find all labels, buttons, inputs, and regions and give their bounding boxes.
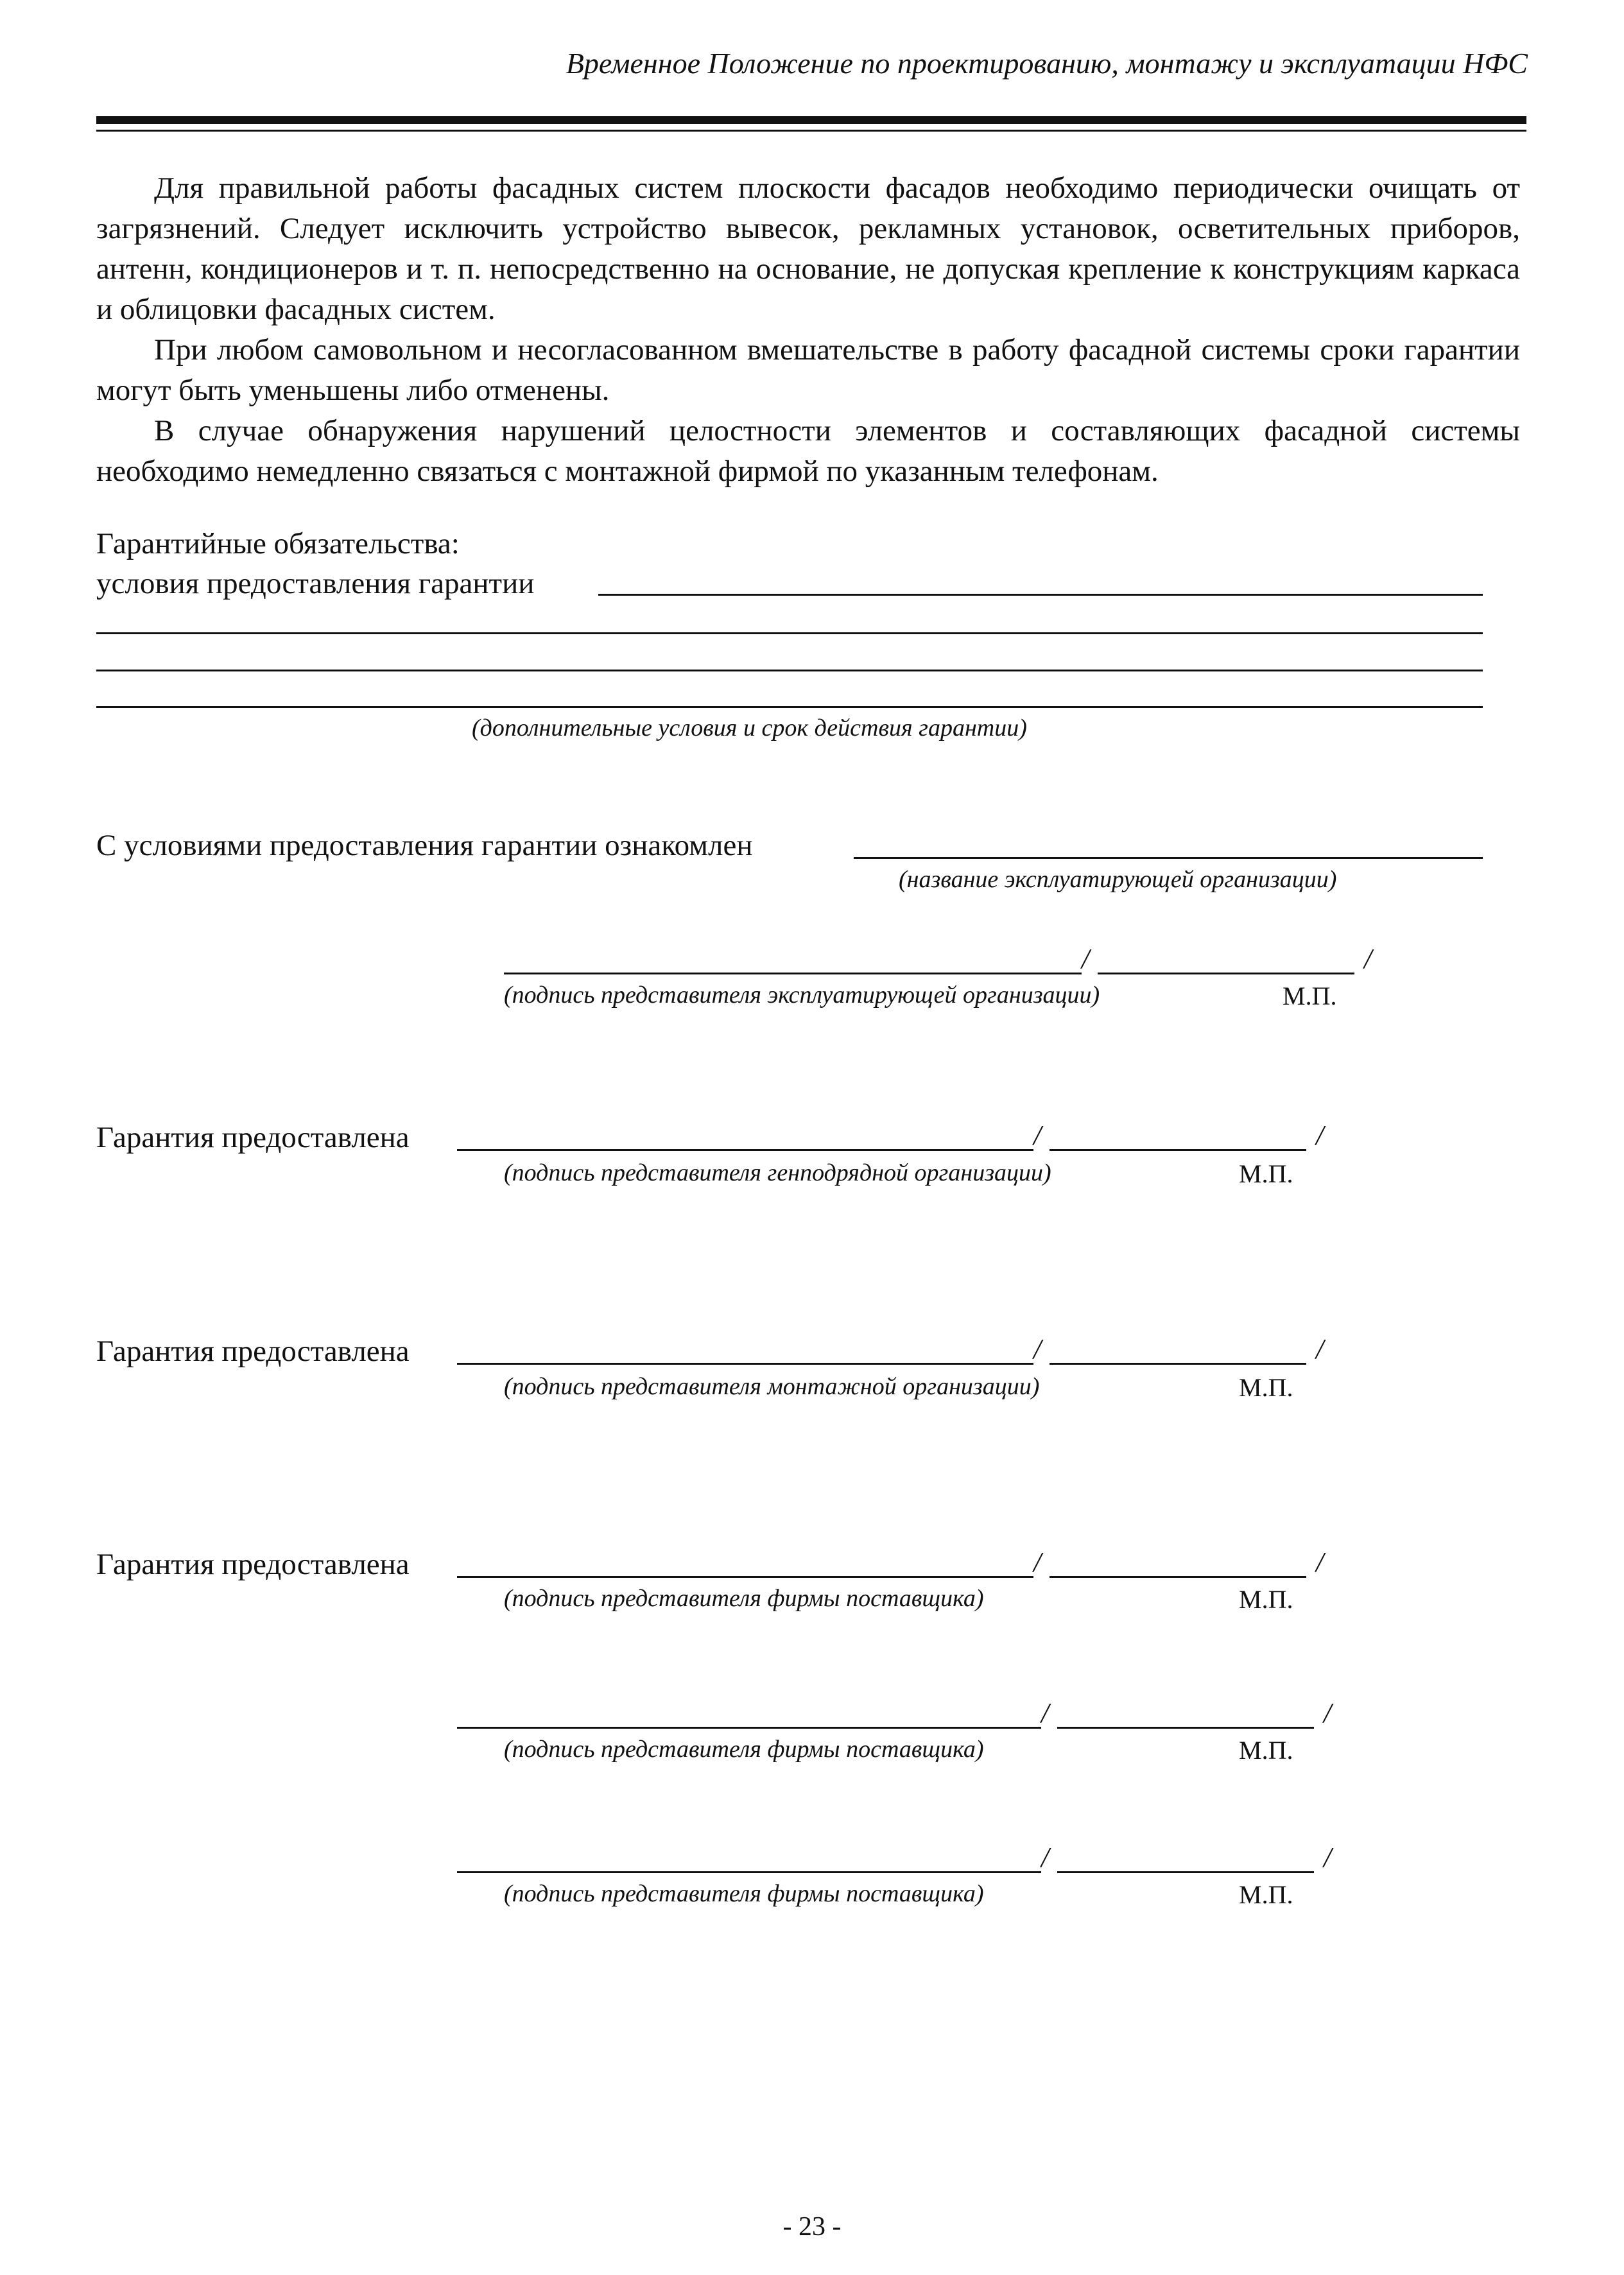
supplier-3-signature-line[interactable] <box>457 1871 1041 1873</box>
operating-org-signature-caption: (подпись представителя эксплуатирующей организации) <box>504 982 1100 1008</box>
page-number: - 23 - <box>782 2212 842 2242</box>
signature-slash: / <box>1324 1842 1332 1873</box>
supplier-3-name-line[interactable] <box>1057 1871 1314 1873</box>
general-contractor-caption: (подпись представителя генподрядной организации) <box>504 1159 1051 1186</box>
supplier-2-signature-line[interactable] <box>457 1727 1041 1729</box>
installer-label: Гарантия предоставлена <box>96 1335 410 1368</box>
warranty-conditions-line-4[interactable] <box>96 706 1483 708</box>
signature-slash: / <box>1041 1697 1050 1729</box>
operating-org-signature-line[interactable] <box>504 973 1082 974</box>
signature-slash: / <box>1316 1333 1324 1365</box>
warranty-conditions-label: условия предоставления гарантии <box>96 567 535 600</box>
signature-slash: / <box>1324 1697 1332 1729</box>
stamp-placeholder: М.П. <box>1239 1736 1293 1765</box>
installer-signature-line[interactable] <box>457 1363 1033 1365</box>
stamp-placeholder: М.П. <box>1239 1585 1293 1614</box>
installer-caption: (подпись представителя монтажной организации) <box>504 1373 1040 1400</box>
page-header: Временное Положение по проектированию, монтажу и эксплуатации НФС <box>566 47 1528 80</box>
signature-slash: / <box>1364 943 1372 974</box>
supplier-label: Гарантия предоставлена <box>96 1548 410 1581</box>
general-contractor-signature-line[interactable] <box>457 1149 1033 1151</box>
signature-slash: / <box>1316 1120 1324 1151</box>
paragraph-damage: В случае обнаружения нарушений целостности элементов и составляющих фасадной системы необходимо немедленно связаться с монтажной фирмой по указанным телефонам. <box>96 414 1520 488</box>
warranty-conditions-line-2[interactable] <box>96 632 1483 634</box>
supplier-3-caption: (подпись представителя фирмы поставщика) <box>504 1880 984 1907</box>
stamp-placeholder: М.П. <box>1239 1159 1293 1188</box>
warranty-heading: Гарантийные обязательства: <box>96 527 460 560</box>
warranty-conditions-line-3[interactable] <box>96 670 1483 671</box>
general-contractor-label: Гарантия предоставлена <box>96 1121 410 1154</box>
signature-slash: / <box>1033 1120 1042 1151</box>
signature-slash: / <box>1033 1546 1042 1578</box>
paragraph-maintenance: Для правильной работы фасадных систем плоскости фасадов необходимо периодически очищать от загрязнений. Следует исключить устройство вывесок, рекламных установок, осветительных приборов, антенн, кондиционеров и т. п. непосредственно на основание, не допуская крепление к конструкциям каркаса и облицовки фасадных систем. <box>96 171 1520 326</box>
signature-slash: / <box>1082 943 1090 974</box>
operating-org-caption: (название эксплуатирующей организации) <box>899 866 1337 893</box>
installer-name-line[interactable] <box>1050 1363 1306 1365</box>
supplier-caption: (подпись представителя фирмы поставщика) <box>504 1585 984 1612</box>
header-rule-thick <box>96 116 1526 124</box>
supplier-name-line[interactable] <box>1050 1576 1306 1578</box>
stamp-placeholder: М.П. <box>1283 982 1337 1010</box>
operating-org-name-decoding-line[interactable] <box>1098 973 1354 974</box>
stamp-placeholder: М.П. <box>1239 1880 1293 1909</box>
signature-slash: / <box>1033 1333 1042 1365</box>
supplier-2-caption: (подпись представителя фирмы поставщика) <box>504 1736 984 1763</box>
warranty-conditions-line[interactable] <box>598 594 1483 596</box>
warranty-conditions-caption: (дополнительные условия и срок действия гарантии) <box>472 714 1027 741</box>
operating-org-name-line[interactable] <box>854 857 1483 859</box>
signature-slash: / <box>1316 1546 1324 1578</box>
supplier-2-name-line[interactable] <box>1057 1727 1314 1729</box>
supplier-signature-line[interactable] <box>457 1576 1033 1578</box>
stamp-placeholder: М.П. <box>1239 1373 1293 1402</box>
general-contractor-name-line[interactable] <box>1050 1149 1306 1151</box>
header-rule-thin <box>96 130 1526 132</box>
signature-slash: / <box>1041 1842 1050 1873</box>
paragraph-interference: При любом самовольном и несогласованном вмешательстве в работу фасадной системы сроки гарантии могут быть уменьшены либо отменены. <box>96 333 1520 407</box>
acknowledgement-label: С условиями предоставления гарантии ознакомлен <box>96 829 753 862</box>
